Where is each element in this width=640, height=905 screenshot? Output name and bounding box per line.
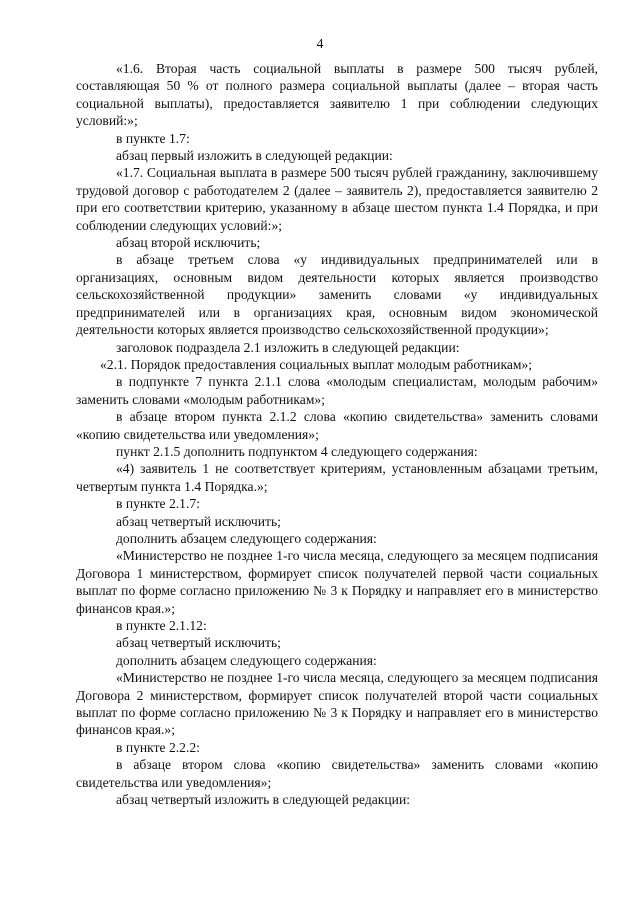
paragraph: «1.7. Социальная выплата в размере 500 тысяч рублей гражданину, заключившему трудовой договор с работодателем 2 (далее – заявитель 2), предоставляется заявителю 2 при его соответствии критерию, указанному в абзаце шестом пункта 1.4 Порядка, и при соблюдении следующих условий:»;	[76, 165, 598, 233]
paragraph: пункт 2.1.5 дополнить подпунктом 4 следующего содержания:	[116, 443, 478, 459]
paragraph: в подпункте 7 пункта 2.1.1 слова «молодым специалистам, молодым рабочим» заменить словами «молодым работникам»;	[76, 374, 598, 407]
paragraph: заголовок подраздела 2.1 изложить в следующей редакции:	[116, 339, 460, 355]
page-number: 4	[316, 37, 324, 52]
paragraph: «1.6. Вторая часть социальной выплаты в размере 500 тысяч рублей, составляющая 50 % от полного размера социальной выплаты (далее – вторая часть социальной выплаты), предоставляется заявителю 1 при соблюдении следующих условий:»;	[76, 61, 598, 129]
paragraph: абзац второй исключить;	[116, 235, 261, 251]
paragraph: дополнить абзацем следующего содержания:	[116, 530, 377, 546]
paragraph: в пункте 2.1.7:	[116, 496, 200, 512]
paragraph: «2.1. Порядок предоставления социальных выплат молодым работникам»;	[100, 356, 533, 372]
paragraph: «Министерство не позднее 1-го числа месяца, следующего за месяцем подписания Договора 2 министерством, формирует список получателей второй части социальных выплат по форме согласно приложению № 3 к Порядку и направляет его в министерство финансов края.»;	[76, 670, 598, 738]
paragraph: в пункте 1.7:	[116, 130, 190, 146]
document-body	[76, 60, 598, 808]
paragraph: в абзаце втором пункта 2.1.2 слова «копию свидетельства» заменить словами «копию свидетельства или уведомления»;	[76, 409, 598, 442]
paragraph: дополнить абзацем следующего содержания:	[116, 652, 377, 668]
paragraph: в пункте 2.2.2:	[116, 739, 200, 755]
paragraph: абзац четвертый изложить в следующей редакции:	[116, 792, 411, 808]
paragraph: абзац четвертый исключить;	[116, 635, 281, 651]
paragraph: в абзаце третьем слова «у индивидуальных предпринимателей или в организациях, основным видом деятельности которых является производство сельскохозяйственной продукции» заменить словами «у индивидуальных предпринимателей или в организациях края, основным видом экономической деятельности которых является производство сельскохозяйственной продукции»;	[76, 252, 598, 338]
paragraph: абзац четвертый исключить;	[116, 513, 281, 529]
paragraph: абзац первый изложить в следующей редакции:	[116, 148, 393, 164]
paragraph: в пункте 2.1.12:	[116, 618, 207, 633]
paragraph: «Министерство не позднее 1-го числа месяца, следующего за месяцем подписания Договора 1 министерством, формирует список получателей первой части социальных выплат по форме согласно приложению № 3 к Порядку и направляет его в министерство финансов края.»;	[76, 548, 598, 616]
paragraph: «4) заявитель 1 не соответствует критериям, установленным абзацами третьим, четвертым пункта 1.4 Порядка.»;	[76, 461, 598, 494]
paragraph: в абзаце втором слова «копию свидетельства» заменить словами «копию свидетельства или уведомления»;	[76, 757, 598, 790]
